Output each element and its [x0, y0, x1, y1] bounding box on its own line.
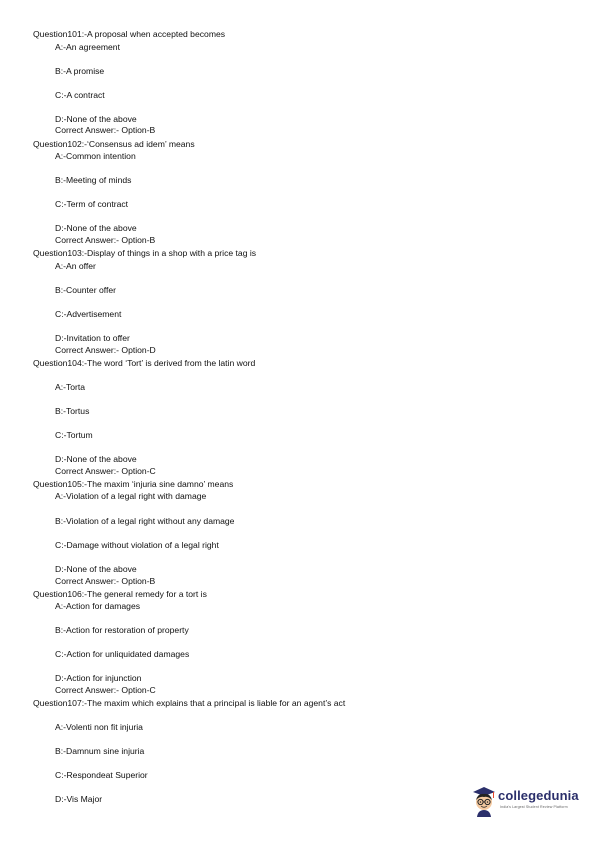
- option-b: B:-Action for restoration of property: [55, 625, 189, 635]
- option-c: C:-A contract: [55, 90, 105, 100]
- option-b: B:-Damnum sine injuria: [55, 746, 145, 756]
- question-text: Question104:-The word ‘Tort’ is derived from the latin word: [33, 358, 256, 368]
- option-d: D:-Vis Major: [55, 794, 103, 804]
- correct-answer: Correct Answer:- Option-B: [55, 125, 156, 135]
- option-a: A:-Action for damages: [55, 601, 141, 611]
- student-mascot-icon: [470, 784, 498, 818]
- option-b: B:-Counter offer: [55, 285, 116, 295]
- option-d: D:-Invitation to offer: [55, 333, 130, 343]
- correct-answer: Correct Answer:- Option-C: [55, 685, 156, 695]
- collegedunia-logo: [470, 784, 582, 820]
- option-c: C:-Action for unliquidated damages: [55, 649, 190, 659]
- option-c: C:-Damage without violation of a legal right: [55, 540, 219, 550]
- option-a: A:-An agreement: [55, 42, 120, 52]
- option-d: D:-None of the above: [55, 564, 137, 574]
- question-text: Question107:-The maxim which explains that a principal is liable for an agent’s act: [33, 698, 346, 708]
- option-b: B:-Tortus: [55, 406, 90, 416]
- option-c: C:-Term of contract: [55, 199, 129, 209]
- option-a: A:-An offer: [55, 261, 96, 271]
- question-text: Question102:-‘Consensus ad idem’ means: [33, 139, 195, 149]
- option-d: D:-None of the above: [55, 114, 137, 124]
- correct-answer: Correct Answer:- Option-B: [55, 576, 156, 586]
- option-c: C:-Tortum: [55, 430, 93, 440]
- option-a: A:-Volenti non fit injuria: [55, 722, 143, 732]
- option-b: B:-A promise: [55, 66, 105, 76]
- option-a: A:-Common intention: [55, 151, 136, 161]
- correct-answer: Correct Answer:- Option-D: [55, 345, 156, 355]
- question-text: Question103:-Display of things in a shop with a price tag is: [33, 248, 257, 258]
- option-a: A:-Torta: [55, 382, 86, 392]
- option-d: D:-Action for injunction: [55, 673, 142, 683]
- option-c: C:-Advertisement: [55, 309, 122, 319]
- question-text: Question106:-The general remedy for a tort is: [33, 589, 207, 599]
- logo-wordmark: collegedunia: [498, 788, 579, 803]
- correct-answer: Correct Answer:- Option-C: [55, 466, 156, 476]
- option-c: C:-Respondeat Superior: [55, 770, 148, 780]
- question-text: Question101:-A proposal when accepted becomes: [33, 29, 226, 39]
- option-d: D:-None of the above: [55, 454, 137, 464]
- option-a: A:-Violation of a legal right with damage: [55, 491, 207, 501]
- logo-tagline: India's Largest Student Review Platform: [500, 805, 568, 809]
- question-text: Question105:-The maxim ‘injuria sine damno’ means: [33, 479, 234, 489]
- option-d: D:-None of the above: [55, 223, 137, 233]
- option-b: B:-Violation of a legal right without any damage: [55, 516, 235, 526]
- correct-answer: Correct Answer:- Option-B: [55, 235, 156, 245]
- option-b: B:-Meeting of minds: [55, 175, 132, 185]
